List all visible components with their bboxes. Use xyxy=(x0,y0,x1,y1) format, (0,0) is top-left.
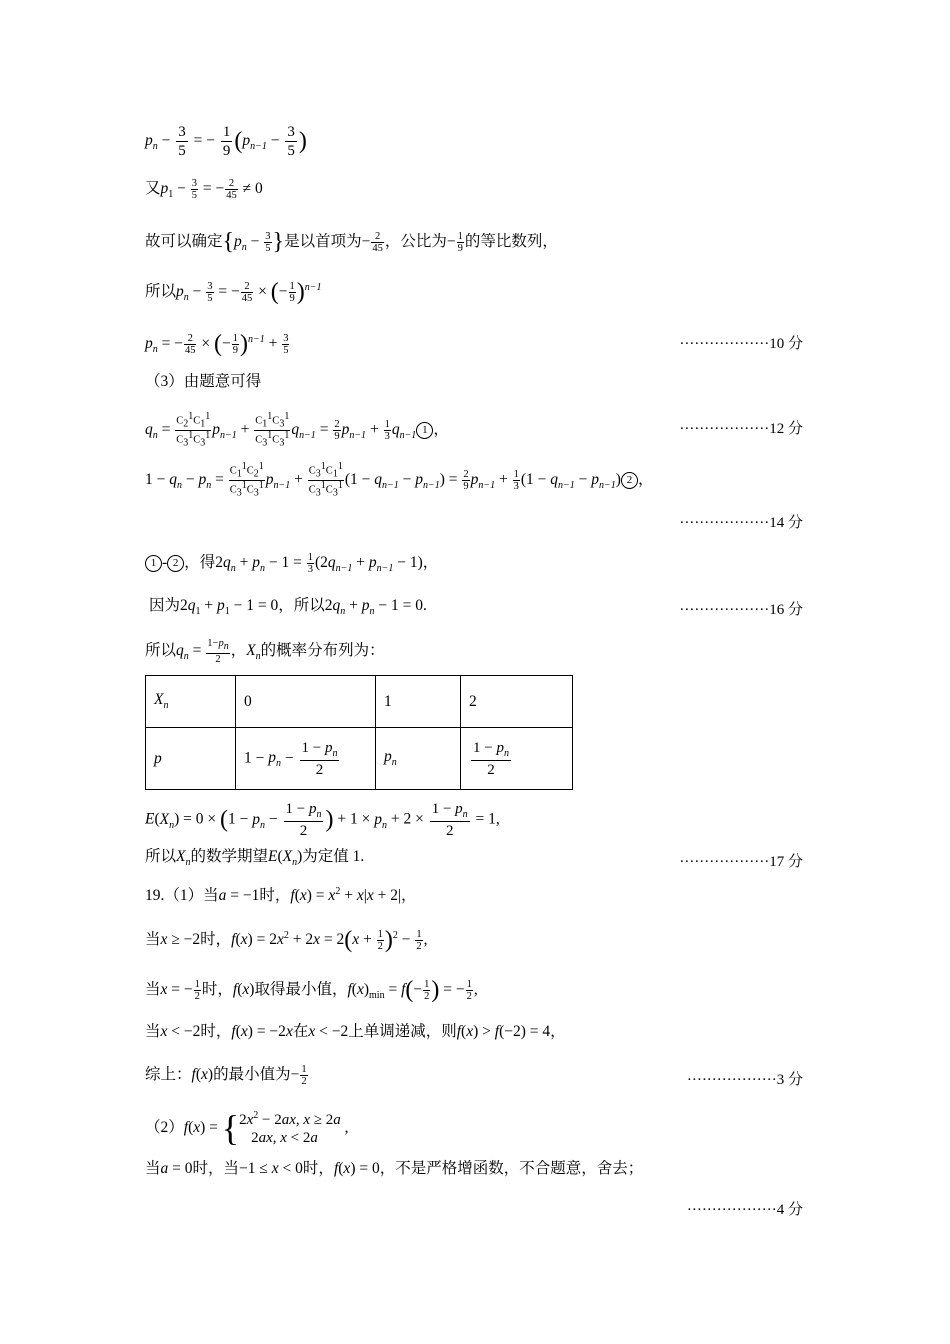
table-row xyxy=(146,676,573,728)
table-cell: $X_n$ xyxy=(146,676,236,728)
score-3: ··················3 分 xyxy=(686,1072,803,1088)
expectation-conclusion: 所以$X_n$的数学期望$E(X_n)$为定值 1. xyxy=(145,848,365,869)
case-a-zero: 当a = 0时，当−1 ≤ x < 0时，f(x) = 0，不是严格增函数，不合题意，舍去； xyxy=(145,1160,644,1177)
equation-recurrence: $p_n$ − $\frac{3}{5}$ = − $\frac{1}{9}$ ($p_{n-1}$ − $\frac{3}{5}$ ) xyxy=(145,124,307,159)
equation-qn: $q_n$ = $\frac{C_2^1C_1^1}{C_3^1C_3^1}$ $p_{n-1}$ + $\frac{C_1^1C_3^1}{C_3^1C_3^1}$ $q_{n-1}$ = $\frac{2}{9}$ $p_{n-1}$ + $\frac{1}{3}$ $q_{n-1}$ 1 ， xyxy=(145,411,449,449)
equation-difference: 1 - 2 ，得$2q_n + p_n - 1$ = $\frac{1}{3}$ $(2q_{n-1} + p_{n-1} - 1)$， xyxy=(145,552,438,575)
equation-initial: 又$p_1$ − $\frac{3}{5}$ = − $\frac{2}{45}$ ≠ 0 xyxy=(145,178,263,202)
table-cell: 2 xyxy=(461,676,573,728)
equation-expectation: $E(X_n) = 0 \times (1 - p_n$ − $\frac{1 - p_n}{2}$ ) + $1 \times p_n + 2$ × $\frac{1 - p_n}{2}$ = 1, xyxy=(145,801,500,839)
table-cell: $p_n$ xyxy=(376,728,461,790)
table-cell: $1 - p_n$ − $\frac{1 - p_n}{2}$ xyxy=(236,728,376,790)
score-12: ··················12 分 xyxy=(679,421,803,437)
table-cell: p xyxy=(146,728,236,790)
equation-pn-final: $p_n$ = − $\frac{2}{45}$ × (− $\frac{1}{9}$ )$^{n-1}$ + $\frac{3}{5}$ xyxy=(145,331,289,357)
minimum-value: 当x = − $\frac{1}{2}$ 时，f(x)取得最小值，$f(x)_{min} = f(-$ $\frac{1}{2}$ ) = − $\frac{1}{2}$ , xyxy=(145,977,478,1003)
score-16: ··················16 分 xyxy=(679,602,803,618)
geometric-sequence-statement: 故可以确定{$p_n$ − $\frac{3}{5}$ }是以首项为− $\frac{2}{45}$ ，公比为− $\frac{1}{9}$ 的等比数列， xyxy=(145,229,558,255)
summary-minimum: 综上：f(x)的最小值为− $\frac{1}{2}$ xyxy=(145,1064,307,1088)
table-cell: $\frac{1 - p_n}{2}$ xyxy=(461,728,573,790)
score-14: ··················14 分 xyxy=(679,515,803,531)
equation-complement: $1 - q_n - p_n$ = $\frac{C_1^1C_2^1}{C_3^1C_3^1}$ $p_{n-1}$ + $\frac{C_3^1C_1^1}{C_3^1C_3^1}$ $(1 - q_{n-1} - p_{n-1})$ = $\frac{2}{9}$ $p_{n-1}$ + $\frac{1}{3}$ $(1 - q_{n-1} - p_{n-1})$ 2 ， xyxy=(145,461,654,499)
equation-pn-shifted: 所以$p_n$ − $\frac{3}{5}$ = − $\frac{2}{45}$ × (− $\frac{1}{9}$ )$^{n-1}$ xyxy=(145,279,322,305)
equation-conclusion: 因为$2q_1 + p_1 - 1 = 0$，所以$2q_n + p_n - 1 = 0$. xyxy=(149,597,427,618)
problem-19-part-1: 19.（1）当a = −1时，$f(x) = x^2 + x|x + 2|$， xyxy=(145,886,417,905)
table-cell: 0 xyxy=(236,676,376,728)
score-17: ··················17 分 xyxy=(679,854,803,870)
score-4: ··················4 分 xyxy=(686,1202,803,1218)
case-x-ge-neg2: 当x ≥ −2时，$f(x) = 2x^2 + 2x = 2(x$ + $\frac{1}{2}$ )$^2$ − $\frac{1}{2}$ , xyxy=(145,927,428,953)
distribution-table xyxy=(145,675,573,790)
problem-19-part-2: （2）f(x) = { $2x^2 - 2ax$, x ≥ 2a 2ax, x < 2a , xyxy=(145,1108,349,1148)
case-x-lt-neg2: 当x < −2时，f(x) = −2x在x < −2上单调递减，则f(x) > f(−2) = 4， xyxy=(145,1023,566,1040)
part-3-heading: （3）由题意可得 xyxy=(145,373,262,390)
score-10: ··················10 分 xyxy=(679,336,803,352)
distribution-intro: 所以$q_n$ = $\frac{1-p_n}{2}$ ，$X_n$的概率分布列为： xyxy=(145,638,385,665)
table-cell: 1 xyxy=(376,676,461,728)
table-row xyxy=(146,728,573,790)
